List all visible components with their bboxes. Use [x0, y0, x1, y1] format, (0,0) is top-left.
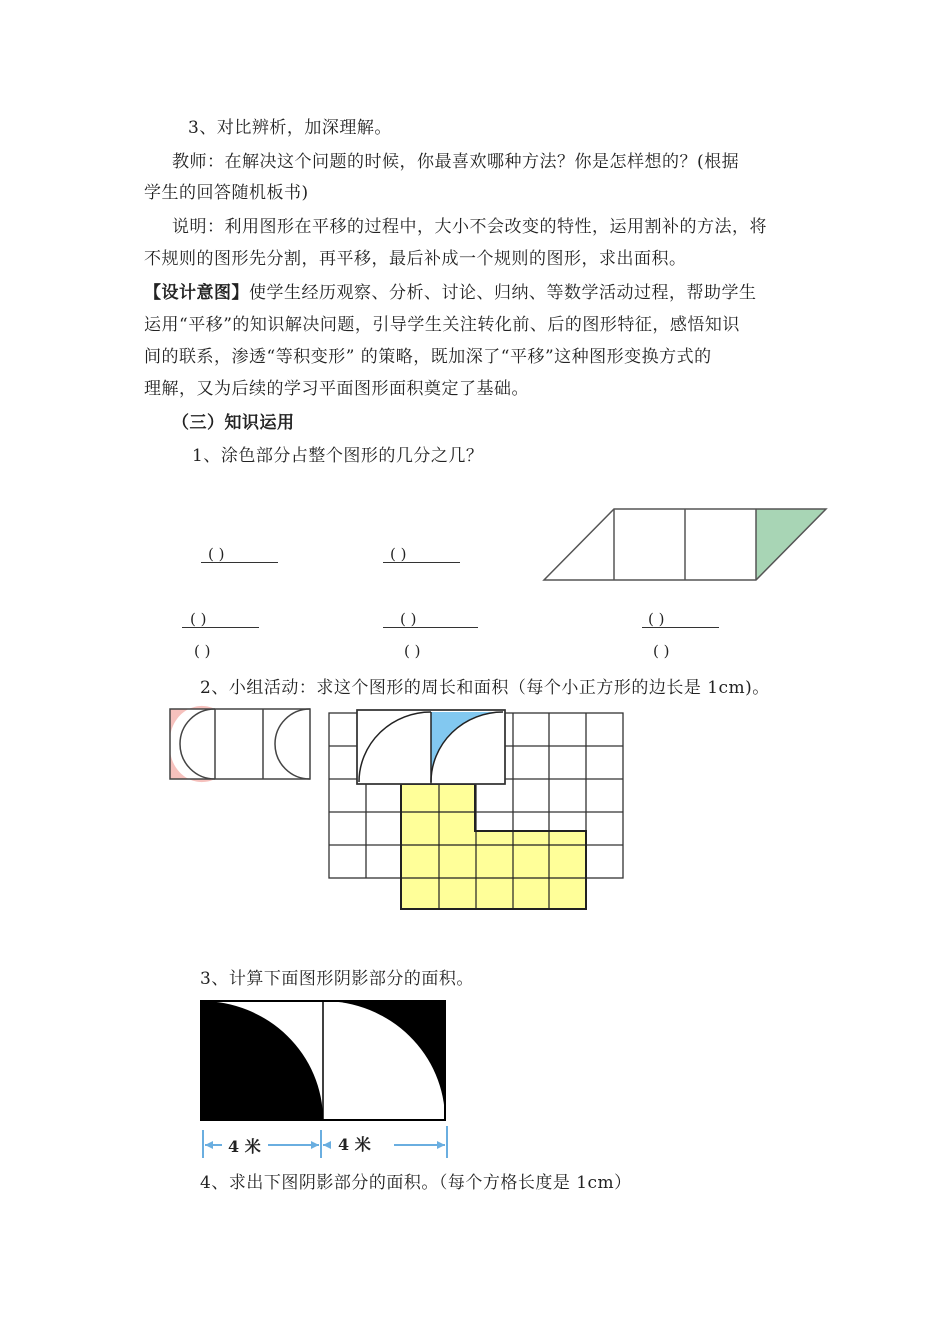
- design-intent-line2: 运用“平移”的知识解决问题，引导学生关注转化前、后的图形特征，感悟知识: [144, 315, 740, 335]
- arrow-head: [311, 1141, 319, 1149]
- design-intent-line1: [144, 281, 757, 305]
- answer-blank[interactable]: ( ): [648, 610, 665, 628]
- teacher-question-line1: 教师：在解决这个问题的时候，你最喜欢哪种方法？你是怎样想的？(根据: [172, 152, 740, 172]
- fraction-bar: [383, 562, 460, 563]
- answer-blank[interactable]: ( ): [390, 545, 407, 563]
- arrow-head: [323, 1141, 331, 1149]
- answer-blank[interactable]: ( ): [653, 642, 670, 660]
- section-heading: （三）知识运用: [172, 413, 295, 433]
- design-intent-label: 【设计意图】: [144, 283, 249, 303]
- step-heading: 3、对比辨析，加深理解。: [188, 118, 392, 138]
- design-intent-text: 使学生经历观察、分析、讨论、归纳、等数学活动过程，帮助学生: [249, 283, 757, 303]
- answer-blank[interactable]: ( ): [194, 642, 211, 660]
- answer-blank[interactable]: ( ): [190, 610, 207, 628]
- design-intent-line4: 理解，又为后续的学习平面图形面积奠定了基础。: [144, 379, 529, 399]
- question-1: 1、涂色部分占整个图形的几分之几？: [192, 446, 484, 466]
- question-4: 4、求出下图阴影部分的面积。（每个方格长度是 1cm）: [200, 1173, 632, 1193]
- teacher-question-line2: 学生的回答随机板书): [144, 183, 309, 203]
- answer-blank[interactable]: ( ): [404, 642, 421, 660]
- question-3: 3、计算下面图形阴影部分的面积。: [200, 969, 474, 989]
- semicircle-arc: [275, 709, 310, 779]
- fraction-bar: [642, 627, 719, 628]
- fraction-bar: [182, 627, 259, 628]
- design-intent-line3: 间的联系，渗透“等积变形” 的策略，既加深了“平移”这种图形变换方式的: [144, 347, 712, 367]
- fraction-bar: [383, 627, 478, 628]
- question-2: 2、小组活动：求这个图形的周长和面积（每个小正方形的边长是 1cm)。: [200, 678, 770, 698]
- semicircle-figure: [168, 707, 314, 781]
- explanation-line2: 不规则的图形先分割，再平移，最后补成一个规则的图形，求出面积。: [144, 249, 687, 269]
- arrow-head: [437, 1141, 445, 1149]
- answer-blank[interactable]: ( ): [400, 610, 417, 628]
- semicircle-arc: [180, 709, 215, 779]
- yellow-shape: [401, 784, 586, 909]
- explanation-line1: 说明：利用图形在平移的过程中，大小不会改变的特性，运用割补的方法，将: [172, 217, 767, 237]
- fraction-bar: [201, 562, 278, 563]
- dimension-label-left: 4 米: [228, 1137, 261, 1156]
- arrow-head: [205, 1141, 213, 1149]
- dimension-label-right: 4 米: [338, 1135, 371, 1154]
- grid-figure: [328, 712, 626, 912]
- parallelogram-figure: [540, 505, 832, 585]
- answer-blank[interactable]: ( ): [208, 545, 225, 563]
